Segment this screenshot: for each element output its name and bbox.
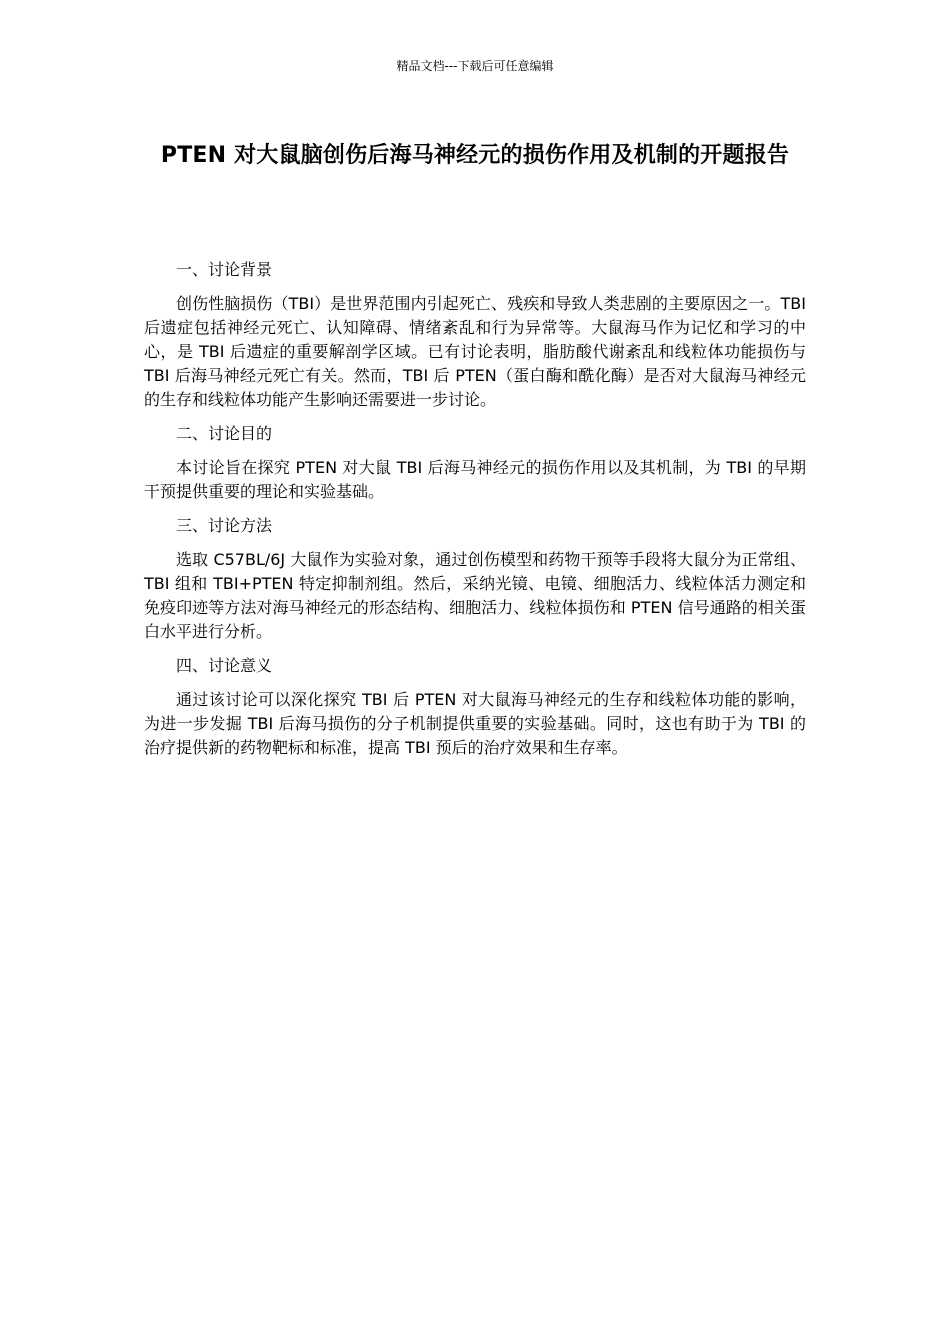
- section-body-methods: 选取 C57BL/6J 大鼠作为实验对象，通过创伤模型和药物干预等手段将大鼠分为正常组、TBI 组和 TBI+PTEN 特定抑制剂组。然后，采纳光镜、电镜、细胞活力、线粒体活力测定和免疫印迹等方法对海马神经元的形态结构、细胞活力、线粒体损伤和 PTEN 信号通路的相关蛋白水平进行分析。: [144, 550, 806, 641]
- header-watermark: 精品文档---下载后可任意编辑: [396, 59, 554, 73]
- section-body-purpose: 本讨论旨在探究 PTEN 对大鼠 TBI 后海马神经元的损伤作用以及其机制，为 TBI 的早期干预提供重要的理论和实验基础。: [144, 458, 806, 501]
- section-body-significance: 通过该讨论可以深化探究 TBI 后 PTEN 对大鼠海马神经元的生存和线粒体功能的影响，为进一步发掘 TBI 后海马损伤的分子机制提供重要的实验基础。同时，这也有助于为 TBI 的治疗提供新的药物靶标和标准，提高 TBI 预后的治疗效果和生存率。: [144, 690, 806, 757]
- section-heading-methods: 三、讨论方法: [176, 516, 273, 535]
- document-body: [144, 258, 806, 770]
- section-body-background: 创伤性脑损伤（TBI）是世界范围内引起死亡、残疾和导致人类悲剧的主要原因之一。TBI 后遗症包括神经元死亡、认知障碍、情绪紊乱和行为异常等。大鼠海马作为记忆和学习的中心，是 TBI 后遗症的重要解剖学区域。已有讨论表明，脂肪酸代谢紊乱和线粒体功能损伤与 TBI 后海马神经元死亡有关。然而，TBI 后 PTEN（蛋白酶和酰化酶）是否对大鼠海马神经元的生存和线粒体功能产生影响还需要进一步讨论。: [144, 294, 806, 409]
- section-heading-purpose: 二、讨论目的: [176, 424, 273, 443]
- document-title: PTEN 对大鼠脑创伤后海马神经元的损伤作用及机制的开题报告: [160, 143, 790, 168]
- section-heading-background: 一、讨论背景: [176, 260, 273, 279]
- section-heading-significance: 四、讨论意义: [176, 656, 273, 675]
